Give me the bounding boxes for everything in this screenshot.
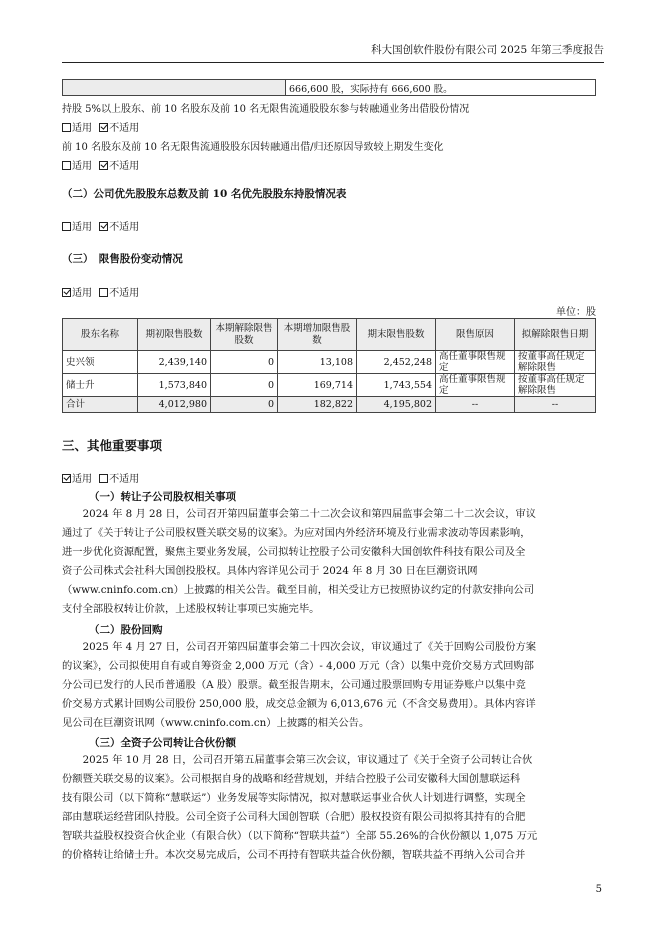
body-line: 技有限公司（以下简称“慧联运”）业务发展等实际情况，拟对慧联运事业合伙人计划进行调整，实现全: [62, 792, 526, 804]
table-cell: 13,108: [278, 351, 357, 374]
checkbox-applicable: [62, 222, 71, 231]
checkbox-applicable: [62, 474, 71, 483]
column-header: 期末限售股数: [357, 319, 436, 351]
table-cell-empty: [63, 80, 286, 96]
option-label: 不适用: [109, 288, 140, 299]
item-body-partnership-transfer: [62, 751, 598, 865]
table-cell: 0: [211, 351, 278, 374]
column-header: 本期解除限售股数: [211, 319, 278, 351]
checkbox-not-applicable: [99, 474, 108, 483]
margin-trading-question: 持股 5%以上股东、前 10 名股东及前 10 名无限售流通股股东参与转融通业务出借股份情况: [62, 104, 470, 115]
table-cell: --: [515, 397, 596, 413]
page-header: 科大国创软件股份有限公司 2025 年第三季度报告: [62, 42, 604, 63]
table-cell: 2,439,140: [138, 351, 211, 374]
body-line: 支付全部股权转让价款，上述股权转让事项已实施完毕。: [62, 603, 320, 615]
body-line: 部由慧联运经营团队持股。公司全资子公司科大国创智联（合肥）股权投资有限公司拟将其持有的合肥: [62, 811, 526, 823]
table-cell: 1,743,554: [357, 374, 436, 397]
table-cell-holding-note: 666,600 股，实际持有 666,600 股。: [286, 80, 596, 96]
shareholder-table-continuation: [62, 79, 596, 96]
column-header: 本期增加限售股数: [278, 319, 357, 351]
checkbox-applicable: [62, 288, 71, 297]
checkbox-not-applicable: [99, 123, 108, 132]
table-cell: 169,714: [278, 374, 357, 397]
table-cell: 储士升: [63, 374, 138, 397]
table-cell: 4,195,802: [357, 397, 436, 413]
option-label: 不适用: [109, 474, 140, 485]
table-cell: 0: [211, 374, 278, 397]
table-row: [63, 374, 596, 397]
option-label: 适用: [72, 123, 92, 134]
restricted-shares-heading: （三） 限售股份变动情况: [62, 253, 183, 265]
item-body-equity-transfer: [62, 505, 598, 619]
table-cell: 按董事高任规定解除限售: [515, 374, 596, 397]
table-cell: 4,012,980: [138, 397, 211, 413]
top10-change-options: [62, 157, 139, 172]
item-title-share-repurchase: （二）股份回购: [89, 624, 163, 636]
body-line: 份额暨关联交易的议案》。公司根据自身的战略和经营规划，并结合控股子公司安徽科大国创慧联运科: [62, 773, 521, 785]
restricted-shares-options: [62, 284, 139, 299]
table-cell: 0: [211, 397, 278, 413]
item-title-equity-transfer: （一）转让子公司股权相关事项: [89, 491, 236, 503]
body-line: 进一步优化资源配置，聚焦主要业务发展，公司拟转让控股子公司安徽科大国创软件科技有限公司及全: [62, 546, 526, 558]
checkbox-applicable: [62, 123, 71, 132]
table-cell: 高任董事限售规定: [436, 351, 515, 374]
table-row: [63, 351, 596, 374]
body-line: 见公司在巨潮资讯网（www.cninfo.com.cn）上披露的相关公告。: [62, 717, 370, 729]
preferred-shares-heading: （二）公司优先股股东总数及前 10 名优先股股东持股情况表: [62, 188, 347, 200]
table-total-row: [63, 397, 596, 413]
option-label: 不适用: [109, 123, 140, 134]
option-label: 不适用: [109, 161, 140, 172]
body-line: 2025 年 10 月 28 日，公司召开第五届董事会第三次会议，审议通过了《关于全资子公司转让合伙: [82, 754, 533, 766]
column-header: 股东名称: [63, 319, 138, 351]
item-body-share-repurchase: [62, 638, 598, 733]
body-line: （www.cninfo.com.cn）上披露的相关公告。截至目前，相关受让方已按照协议约定的付款安排向公司: [62, 584, 535, 596]
body-line: 2024 年 8 月 28 日，公司召开第四届董事会第二十二次会议和第四届监事会第二十二次会议，审议: [82, 508, 537, 520]
table-cell: 合计: [63, 397, 138, 413]
item-title-partnership-transfer: （三）全资子公司转让合伙份额: [89, 737, 236, 749]
restricted-shares-table: [62, 318, 596, 413]
column-header: 拟解除限售日期: [515, 319, 596, 351]
body-line: 智联共益股权投资合伙企业（有限合伙）（以下简称“智联共益”）全部 55.26%的合伙份额以 1,075 万元: [62, 830, 538, 842]
top10-change-question: 前 10 名股东及前 10 名无限售流通股股东因转融通出借/归还原因导致较上期发生变化: [62, 142, 444, 153]
table-header-row: [63, 319, 596, 351]
option-label: 适用: [72, 222, 92, 233]
table-cell: 1,573,840: [138, 374, 211, 397]
body-line: 价交易方式累计回购公司股份 250,000 股，成交总金额为 6,013,676 元（不含交易费用）。具体内容详: [62, 698, 536, 710]
body-line: 的价格转让给储士升。本次交易完成后，公司不再持有智联共益合伙份额，智联共益不再纳入公司合并: [62, 849, 526, 861]
body-line: 分公司已发行的人民币普通股（A 股）股票。截至报告期末，公司通过股票回购专用证券账户以集中竞: [62, 679, 526, 691]
option-label: 适用: [72, 288, 92, 299]
body-line: 通过了《关于转让子公司股权暨关联交易的议案》。为应对国内外经济环境及行业需求波动等因素影响，: [62, 527, 531, 539]
margin-trading-options: [62, 119, 139, 134]
page-number: 5: [595, 884, 602, 895]
body-line: 的议案》，公司拟使用自有或自筹资金 2,000 万元（含）- 4,000 万元（含）以集中竞价交易方式回购部: [62, 660, 534, 672]
table-cell: --: [436, 397, 515, 413]
option-label: 适用: [72, 474, 92, 485]
column-header: 限售原因: [436, 319, 515, 351]
preferred-shares-options: [62, 218, 139, 233]
table-cell: 182,822: [278, 397, 357, 413]
checkbox-not-applicable: [99, 288, 108, 297]
other-matters-heading: 三、其他重要事项: [62, 438, 163, 453]
table-cell: 按董事高任规定解除限售: [515, 351, 596, 374]
table-cell: 高任董事限售规定: [436, 374, 515, 397]
checkbox-not-applicable: [99, 222, 108, 231]
column-header: 期初限售股数: [138, 319, 211, 351]
checkbox-applicable: [62, 161, 71, 170]
body-line: 资子公司株式会社科大国创投股权。具体内容详见公司于 2024 年 8 月 30 日在巨潮资讯网: [62, 565, 478, 577]
option-label: 不适用: [109, 222, 140, 233]
table-cell: 2,452,248: [357, 351, 436, 374]
table-cell: 史兴领: [63, 351, 138, 374]
body-line: 2025 年 4 月 27 日，公司召开第四届董事会第二十四次会议，审议通过了《关于回购公司股份方案: [82, 641, 537, 653]
option-label: 适用: [72, 161, 92, 172]
other-matters-options: [62, 470, 139, 485]
unit-label: 单位：股: [556, 307, 596, 318]
checkbox-not-applicable: [99, 161, 108, 170]
